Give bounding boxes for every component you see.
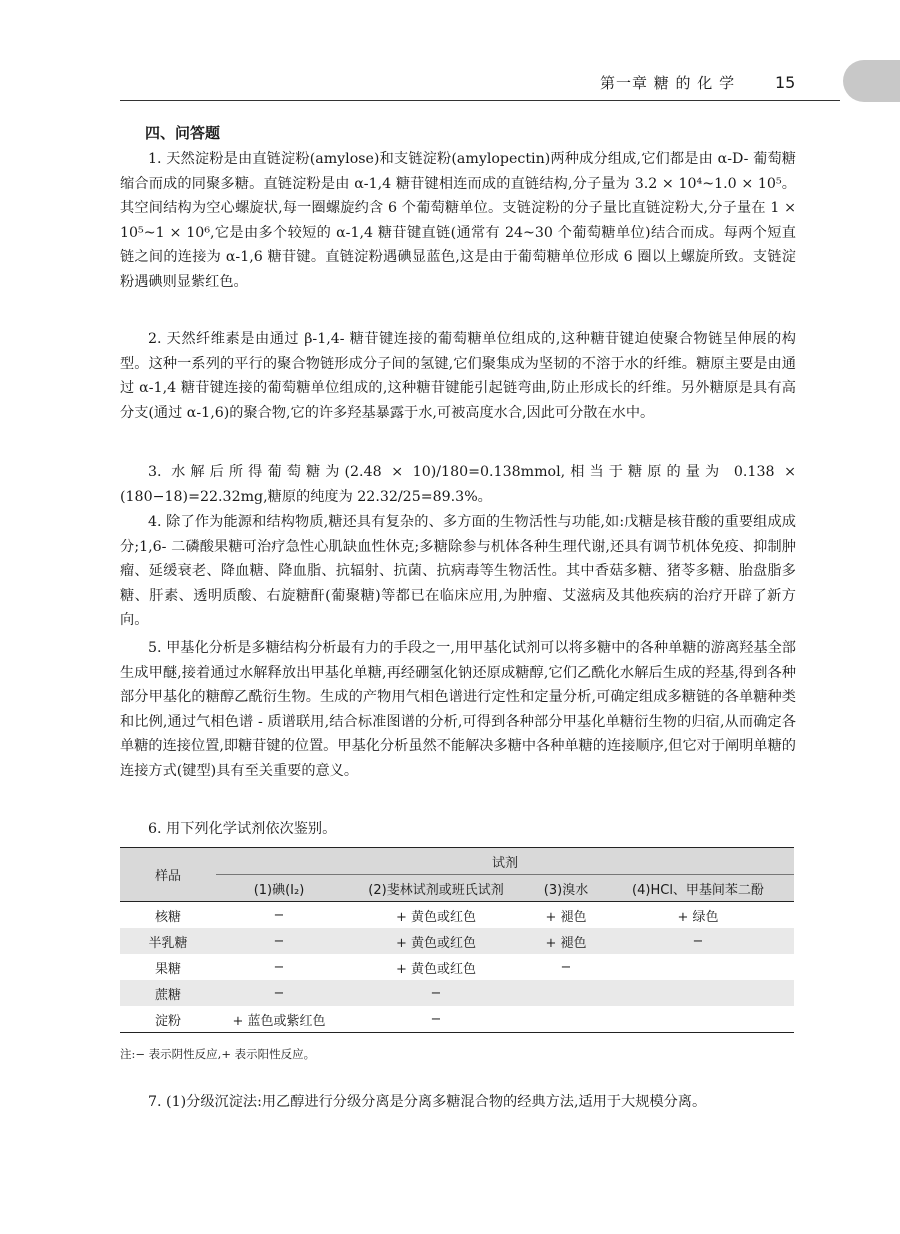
table-row — [120, 928, 794, 954]
column-header: (3)溴水 — [530, 875, 602, 902]
sample-cell: 淀粉 — [120, 1006, 216, 1033]
result-cell — [530, 1006, 602, 1033]
result-cell: + 黄色或红色 — [395, 961, 477, 977]
answer-paragraph-6: 6. 用下列化学试剂依次鉴别。 — [148, 821, 337, 837]
answer-paragraph-7: 7. (1)分级沉淀法:用乙醇进行分级分离是分离多糖混合物的经典方法,适用于大规模分离。 — [148, 1094, 707, 1110]
result-cell: − — [216, 928, 342, 954]
result-cell — [602, 1006, 794, 1033]
result-cell: − — [342, 980, 530, 1006]
result-cell: + 褪色 — [545, 909, 587, 925]
running-header — [600, 70, 820, 96]
result-cell: + 绿色 — [677, 909, 719, 925]
page-number: 15 — [775, 73, 796, 92]
sample-header: 样品 — [120, 848, 216, 902]
column-header: (2)斐林试剂或班氏试剂 — [342, 875, 530, 902]
table-row — [120, 954, 794, 980]
result-cell: + 褪色 — [530, 928, 602, 954]
table-row — [120, 980, 794, 1006]
header-rule — [120, 100, 840, 101]
result-cell: + 黄色或红色 — [395, 909, 477, 925]
answer-paragraph-1: 1. 天然淀粉是由直链淀粉(amylose)和支链淀粉(amylopectin)两种成分组成,它们都是由 α-D- 葡萄糖缩合而成的同聚多糖。直链淀粉是由 α-1,4 糖苷键相连而成的直链结构,分子量为 3.2 × 10⁴~1.0 × 10⁵。其空间结构为空心螺旋状,每一圈螺旋约含 6 个葡萄糖单位。支链淀粉的分子量比直链淀粉大,分子量在 1 × 10⁵~1 × 10⁶,它是由多个较短的 α-1,4 糖苷键直链(通常有 24~30 个葡萄糖单位)结合而成。每两个短直链之间的连接为 α-1,6 糖苷键。直链淀粉遇碘显蓝色,这是由于葡萄糖单位形成 6 圈以上螺旋所致。支链淀粉遇碘则显紫红色。 — [120, 151, 796, 290]
table-row — [120, 1006, 794, 1033]
result-cell: − — [273, 907, 285, 923]
result-cell — [602, 980, 794, 1006]
answer-paragraph-5: 5. 甲基化分析是多糖结构分析最有力的手段之一,用甲基化试剂可以将多糖中的各种单糖的游离羟基全部生成甲醚,接着通过水解释放出甲基化单糖,再经硼氢化钠还原成糖醇,它们乙酰化水解后生成的羟基,得到各种部分甲基化的糖醇乙酰衍生物。生成的产物用气相色谱进行定性和定量分析,可确定组成多糖链的各单糖种类和比例,通过气相色谱 - 质谱联用,结合标准图谱的分析,可得到各种部分甲基化单糖衍生物的归宿,从而确定各单糖的连接位置,即糖苷键的位置。甲基化分析虽然不能解决多糖中各种单糖的连接顺序,但它对于阐明单糖的连接方式(键型)具有至关重要的意义。 — [120, 640, 796, 779]
table-note: 注:− 表示阴性反应,+ 表示阳性反应。 — [120, 1047, 316, 1061]
column-header: (4)HCl、甲基间苯二酚 — [602, 875, 794, 902]
result-cell: − — [342, 1006, 530, 1033]
result-cell — [530, 980, 602, 1006]
answer-paragraph-4: 4. 除了作为能源和结构物质,糖还具有复杂的、多方面的生物活性与功能,如:戊糖是核苷酸的重要组成成分;1,6- 二磷酸果糖可治疗急性心肌缺血性休克;多糖除参与机体各种生理代谢,还具有调节机体免疫、抑制肿瘤、延缓衰老、降血糖、降血脂、抗辐射、抗菌、抗病毒等生物活性。其中香菇多糖、猪苓多糖、胎盘脂多糖、肝素、透明质酸、右旋糖酐(葡聚糖)等都已在临床应用,为肿瘤、艾滋病及其他疾病的治疗开辟了新方向。 — [120, 514, 796, 629]
table-row — [120, 902, 794, 929]
reagent-table — [120, 847, 794, 1033]
chapter-title: 第一章 糖 的 化 学 — [600, 74, 736, 92]
sample-cell: 果糖 — [154, 961, 181, 977]
sample-cell: 半乳糖 — [120, 928, 216, 954]
result-cell — [602, 954, 794, 980]
chapter-tab — [843, 60, 900, 102]
answer-paragraph-2: 2. 天然纤维素是由通过 β-1,4- 糖苷键连接的葡萄糖单位组成的,这种糖苷键迫使聚合物链呈伸展的构型。这种一系列的平行的聚合物链形成分子间的氢键,它们聚集成为坚韧的不溶于水的纤维。糖原主要是由通过 α-1,4 糖苷键连接的葡萄糖单位组成的,这种糖苷键能引起链弯曲,防止形成长的纤维。另外糖原是具有高分支(通过 α-1,6)的聚合物,它的许多羟基暴露于水,可被高度水合,因此可分散在水中。 — [120, 331, 796, 421]
result-cell: + 黄色或红色 — [342, 928, 530, 954]
result-cell: − — [560, 959, 572, 975]
column-header: (1)碘(I₂) — [216, 875, 342, 902]
reagent-header: 试剂 — [216, 848, 794, 875]
result-cell: + 蓝色或紫红色 — [216, 1006, 342, 1033]
result-cell: − — [602, 928, 794, 954]
answer-paragraph-3: 3. 水解后所得葡萄糖为(2.48 × 10)/180=0.138mmol,相当于糖原的量为 0.138 × (180−18)=22.32mg,糖原的纯度为 22.32/25=89.3%。 — [120, 464, 796, 505]
result-cell: − — [216, 980, 342, 1006]
sample-cell: 蔗糖 — [120, 980, 216, 1006]
sample-cell: 核糖 — [154, 909, 181, 925]
result-cell: − — [273, 959, 285, 975]
section-title: 四、问答题 — [145, 124, 221, 142]
